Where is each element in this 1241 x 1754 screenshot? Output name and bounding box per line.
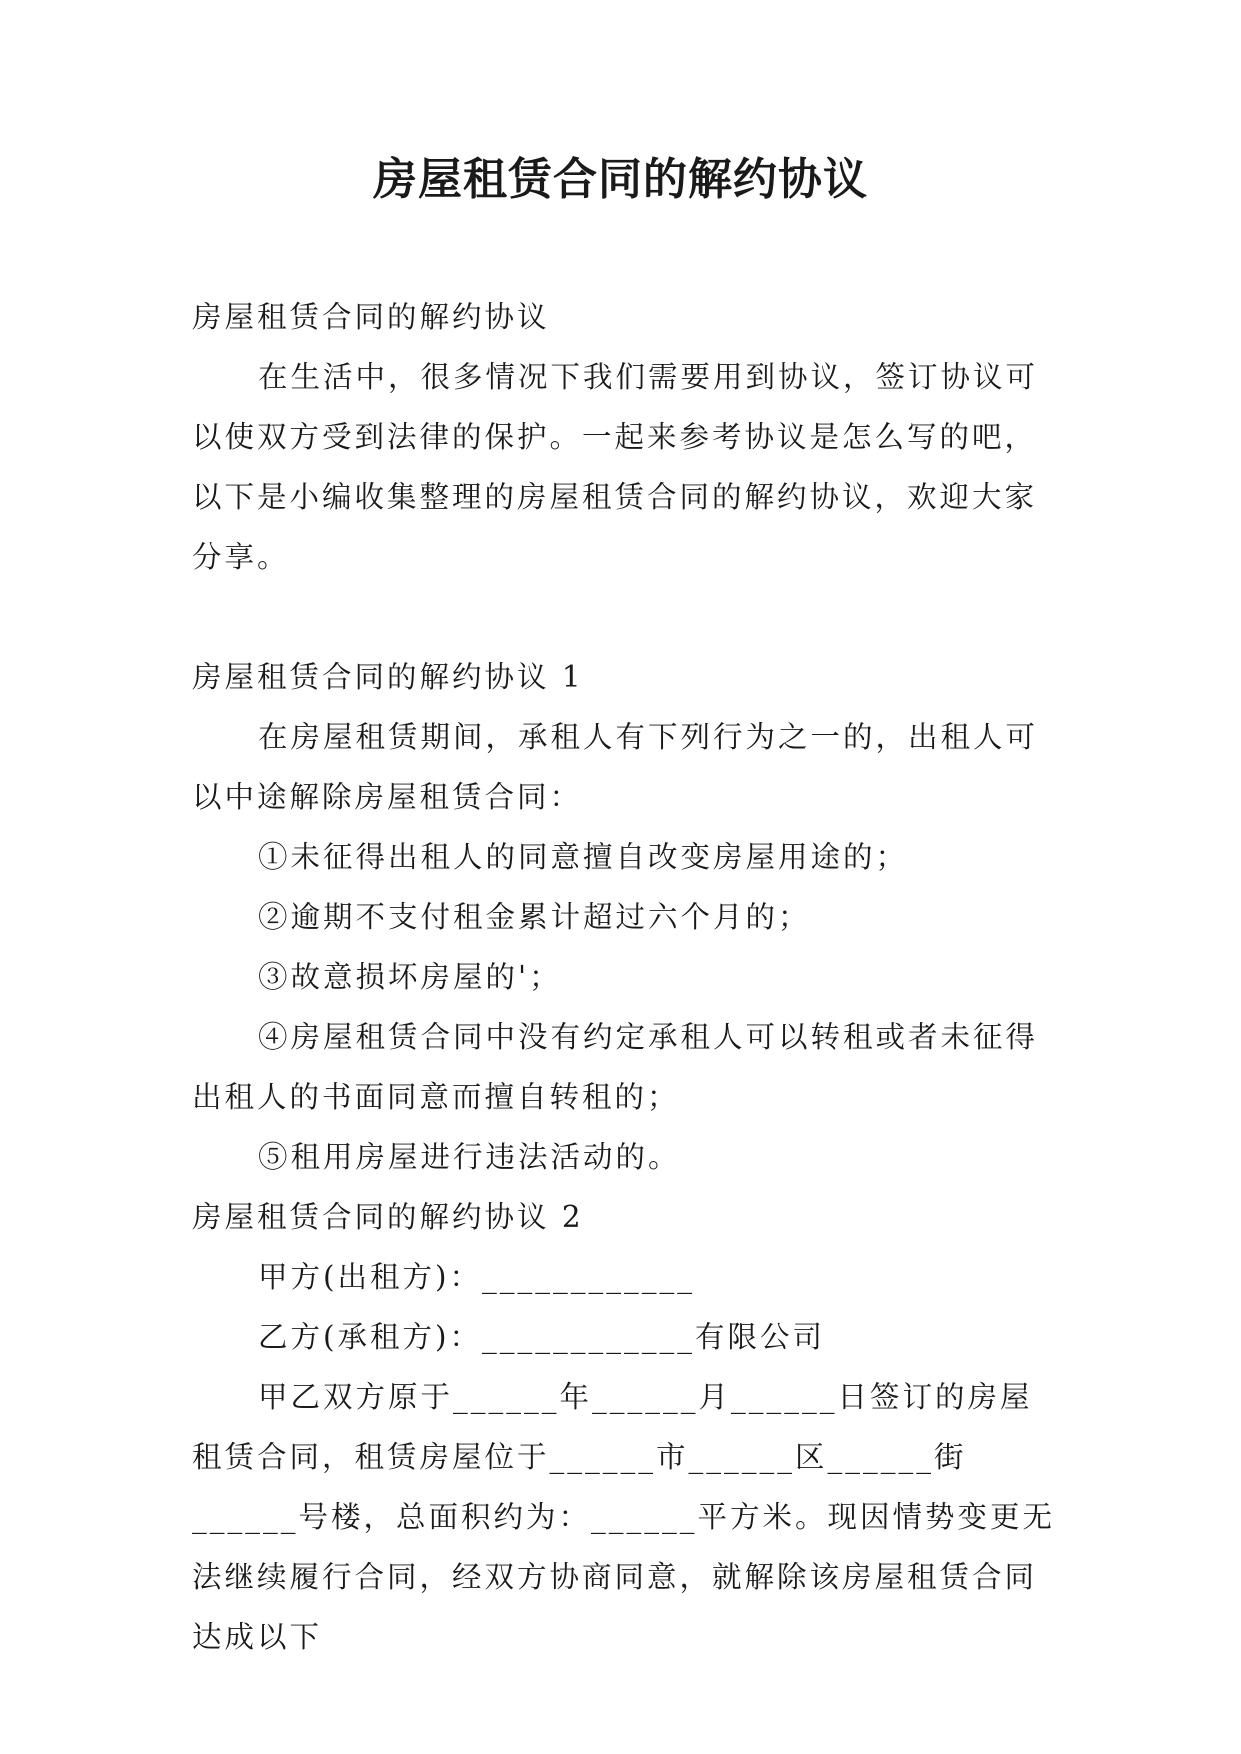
list-item-2: ②逾期不支付租金累计超过六个月的； <box>258 900 811 934</box>
section-1-intro: 在房屋租赁期间，承租人有下列行为之一的，出租人可以中途解除房屋租赁合同： <box>192 720 1039 814</box>
document-body <box>192 287 1058 1667</box>
list-item-3: ③故意损坏房屋的'； <box>258 960 562 994</box>
party-b-line: 乙方(承租方)：____________有限公司 <box>258 1320 826 1354</box>
intro-heading: 房屋租赁合同的解约协议 <box>192 300 550 334</box>
section-heading-1: 房屋租赁合同的解约协议 1 <box>192 660 584 694</box>
list-item-5: ⑤租用房屋进行违法活动的。 <box>258 1140 681 1174</box>
intro-paragraph: 在生活中，很多情况下我们需要用到协议，签订协议可以使双方受到法律的保护。一起来参考协议是怎么写的吧，以下是小编收集整理的房屋租赁合同的解约协议，欢迎大家分享。 <box>192 360 1039 574</box>
section-heading-2: 房屋租赁合同的解约协议 2 <box>192 1200 584 1234</box>
document-title: 房屋租赁合同的解约协议 <box>373 154 868 205</box>
party-a-line: 甲方(出租方)：____________ <box>258 1260 696 1294</box>
agreement-paragraph: 甲乙双方原于______年______月______日签订的房屋租赁合同，租赁房屋位于______市______区______街______号楼，总面积约为：______平方米。现因情势变更无法继续履行合同，经双方协商同意，就解除该房屋租赁合同达成以下 <box>192 1380 1056 1654</box>
list-item-4: ④房屋租赁合同中没有约定承租人可以转租或者未征得出租人的书面同意而擅自转租的； <box>192 1020 1039 1114</box>
list-item-1: ①未征得出租人的同意擅自改变房屋用途的； <box>258 840 909 874</box>
